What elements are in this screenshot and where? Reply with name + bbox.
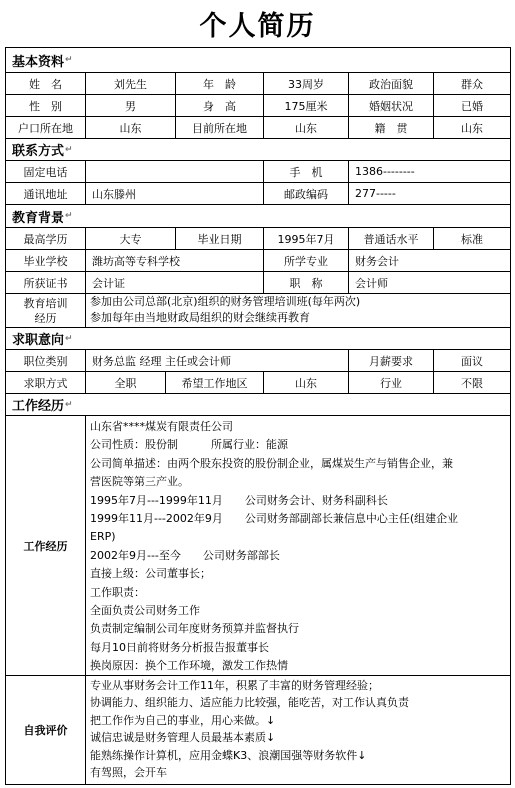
work-line: 公司简单描述：由两个股东投资的股份制企业，属煤炭生产与销售企业，兼 <box>90 456 453 470</box>
education-row-3 <box>6 272 510 294</box>
label-certificate: 所获证书 <box>6 272 86 293</box>
value-marital: 已婚 <box>461 99 483 113</box>
value-gender: 男 <box>86 95 176 116</box>
self-line: 协调能力、组织能力、适应能力比较强，能吃苦，对工作认真负责 <box>90 696 409 710</box>
label-position: 职位类别 <box>6 350 86 371</box>
value-mandarin: 标准 <box>461 232 483 246</box>
section-education: 教育背景 ↵ <box>6 205 510 228</box>
label-postcode: 邮政编码 <box>264 183 349 204</box>
label-age: 年 龄 <box>176 73 264 94</box>
label-training-line-1: 教育培训 <box>23 296 68 310</box>
work-line: 公司性质：股份制 所属行业：能源 <box>90 438 288 452</box>
value-training <box>86 294 510 327</box>
education-row-2 <box>6 250 510 272</box>
work-line: 营医院等第三产业。 <box>90 475 189 489</box>
label-mandarin: 普通话水平 <box>349 228 434 249</box>
label-politics: 政治面貌 <box>349 73 434 94</box>
label-degree: 最高学历 <box>6 228 86 249</box>
value-degree: 大专 <box>86 228 176 249</box>
label-training-line-2: 经历 <box>34 311 57 325</box>
work-line: 换岗原因：换个工作环境，激发工作热情 <box>90 659 288 673</box>
section-work-history: 工作经历 ↵ <box>6 394 510 416</box>
value-politics: 群众 <box>461 77 483 91</box>
value-postcode: 277----- <box>355 187 396 200</box>
label-region: 希望工作地区 <box>166 372 264 393</box>
value-graduation-date: 1995年7月 <box>264 228 349 249</box>
label-work-history: 工作经历 <box>6 416 86 675</box>
value-region: 山东 <box>264 372 349 393</box>
self-evaluation-content <box>86 676 510 784</box>
label-native-place: 籍 贯 <box>349 117 434 138</box>
section-basic-info: 基本资料 ↵ <box>6 48 510 73</box>
work-line: 直接上级：公司董事长； <box>90 567 211 581</box>
self-line: 有驾照，会开车 <box>90 766 167 780</box>
basic-row-1 <box>6 73 510 95</box>
value-current-location: 山东 <box>264 117 349 138</box>
section-job-intention: 求职意向 ↵ <box>6 328 510 350</box>
work-history-content <box>86 416 510 675</box>
label-graduation-date: 毕业日期 <box>176 228 264 249</box>
work-line: 2002年9月---至今 公司财务部部长 <box>90 548 280 562</box>
section-contact: 联系方式 ↵ <box>6 139 510 161</box>
work-line: 全面负责公司财务工作 <box>90 604 200 618</box>
education-training-row <box>6 294 510 328</box>
value-certificate: 会计证 <box>86 272 264 293</box>
contact-row-2 <box>6 183 510 205</box>
label-name: 姓 名 <box>6 73 86 94</box>
job-row-2 <box>6 372 510 394</box>
value-job-type: 全职 <box>86 372 166 393</box>
value-phone <box>86 161 264 182</box>
label-mobile: 手 机 <box>264 161 349 182</box>
self-line: 诚信忠诚是财务管理人员最基本素质↓ <box>90 731 276 745</box>
label-industry: 行业 <box>349 372 434 393</box>
value-industry: 不限 <box>461 376 483 390</box>
value-native-place: 山东 <box>461 121 483 135</box>
training-line: 参加由公司总部(北京)组织的财务管理培训班(每年两次) <box>90 295 361 308</box>
value-address: 山东滕州 <box>86 183 264 204</box>
label-gender: 性 别 <box>6 95 86 116</box>
training-line: 参加每年由当地财政局组织的财会继续再教育 <box>90 311 310 324</box>
label-height: 身 高 <box>176 95 264 116</box>
resume-title: 个人简历 <box>199 11 316 42</box>
work-line: 1999年11月---2002年9月 公司财务部副部长兼信息中心主任(组建企业 <box>90 512 459 526</box>
label-current-location: 目前所在地 <box>176 117 264 138</box>
self-evaluation-row <box>6 676 510 784</box>
self-line: 把工作作为自己的事业，用心来做。↓ <box>90 713 276 727</box>
work-line: ERP) <box>90 530 116 544</box>
self-line: 能熟练操作计算机，应用金蝶K3、浪潮国强等财务软件↓ <box>90 748 367 762</box>
label-marital: 婚姻状况 <box>349 95 434 116</box>
label-salary: 月薪要求 <box>349 350 434 371</box>
label-phone: 固定电话 <box>6 161 86 182</box>
basic-row-2 <box>6 95 510 117</box>
value-title: 会计师 <box>355 276 388 290</box>
value-mobile: 1386-------- <box>355 165 415 178</box>
label-training <box>6 294 86 327</box>
label-hukou: 户口所在地 <box>6 117 86 138</box>
value-position: 财务总监 经理 主任或会计师 <box>86 350 349 371</box>
work-line: 负责制定编制公司年度财务预算并监督执行 <box>90 622 299 636</box>
label-major: 所学专业 <box>264 250 349 271</box>
label-self-evaluation: 自我评价 <box>6 676 86 784</box>
work-line: 工作职责： <box>90 585 145 599</box>
work-line: 1995年7月---1999年11月 公司财务会计、财务科副科长 <box>90 493 388 507</box>
value-hukou: 山东 <box>86 117 176 138</box>
work-line: 山东省****煤炭有限责任公司 <box>90 420 233 433</box>
value-salary: 面议 <box>461 354 483 368</box>
basic-row-3 <box>6 117 510 139</box>
education-row-1 <box>6 228 510 250</box>
label-school: 毕业学校 <box>6 250 86 271</box>
value-name: 刘先生 <box>86 73 176 94</box>
value-school: 潍坊高等专科学校 <box>86 250 264 271</box>
value-major: 财务会计 <box>355 254 399 268</box>
value-age: 33周岁 <box>264 73 349 94</box>
work-line: 每月10日前将财务分析报告报董事长 <box>90 640 269 654</box>
label-title: 职 称 <box>264 272 349 293</box>
work-history-row <box>6 416 510 676</box>
label-address: 通讯地址 <box>6 183 86 204</box>
job-row-1 <box>6 350 510 372</box>
label-job-type: 求职方式 <box>6 372 86 393</box>
resume-table <box>5 47 511 785</box>
value-height: 175厘米 <box>264 95 349 116</box>
contact-row-1 <box>6 161 510 183</box>
self-line: 专业从事财务会计工作11年，积累了丰富的财务管理经验； <box>90 679 379 692</box>
